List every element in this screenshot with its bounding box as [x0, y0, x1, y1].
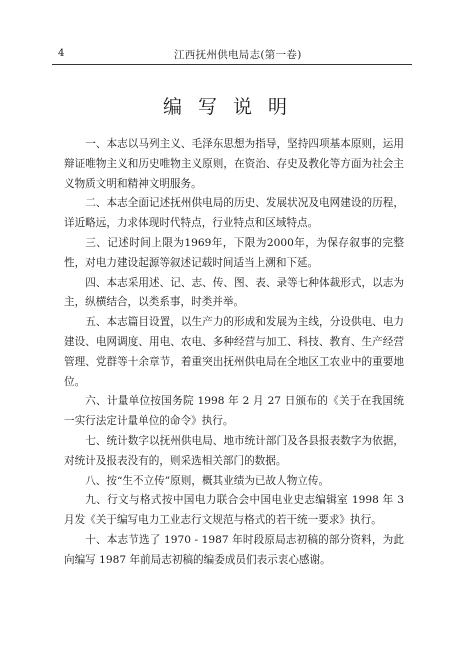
paragraph-7: 七、统计数字以抚州供电局、地市统计部门及各县报表数字为依据，对统计及报表没有的，则采选相关部门的数据。: [64, 434, 404, 467]
paragraph-2: 二、本志全面记述抚州供电局的历史、发展状况及电网建设的历程，详近略远，力求体现时代特点，行业特点和区域特点。: [64, 197, 404, 230]
paragraph-3: 三、记述时间上限为1969年，下限为2000年，为保存叙事的完整性，对电力建设起源等叙述记载时间适当上溯和下延。: [64, 236, 404, 269]
running-title: 江西抚州供电局志(第一卷): [174, 49, 302, 61]
paragraph-8: 八、按“生不立传”原则，概其业绩为已故人物立传。: [85, 474, 330, 487]
section-title: 编写说明: [162, 96, 303, 118]
body-text: [64, 135, 404, 571]
paragraph-5: 五、本志篇目设置，以生产力的形成和发展为主线，分设供电、电力建设、电网调度、用电、农电、多种经营与加工、科技、教育、生产经营管理、党群等十余章节，着重突出抚州供电局在全地区工农业中的重要地位。: [64, 316, 404, 388]
paragraph-6: 六、计量单位按国务院 1998 年 2 月 27 日颁布的《关于在我国统一实行法定计量单位的命令》执行。: [64, 395, 404, 428]
running-header: [52, 44, 412, 65]
paragraph-4: 四、本志采用述、记、志、传、图、表、录等七种体裁形式，以志为主，纵横结合，以类系事，时类并举。: [64, 276, 404, 309]
page-number: 4: [58, 48, 65, 59]
paragraph-10: 十、本志节选了 1970 - 1987 年时段原局志初稿的部分资料，为此向编写 1987 年前局志初稿的编委成员们表示衷心感谢。: [64, 533, 404, 566]
paragraph-9: 九、行文与格式按中国电力联合会中国电业史志编辑室 1998 年 3 月发《关于编写电力工业志行文规范与格式的若干统一要求》执行。: [64, 494, 404, 527]
paragraph-1: 一、本志以马列主义、毛泽东思想为指导，坚持四项基本原则，运用辩证唯物主义和历史唯物主义原则，在资治、存史及教化等方面为社会主义物质文明和精神文明服务。: [64, 138, 404, 190]
